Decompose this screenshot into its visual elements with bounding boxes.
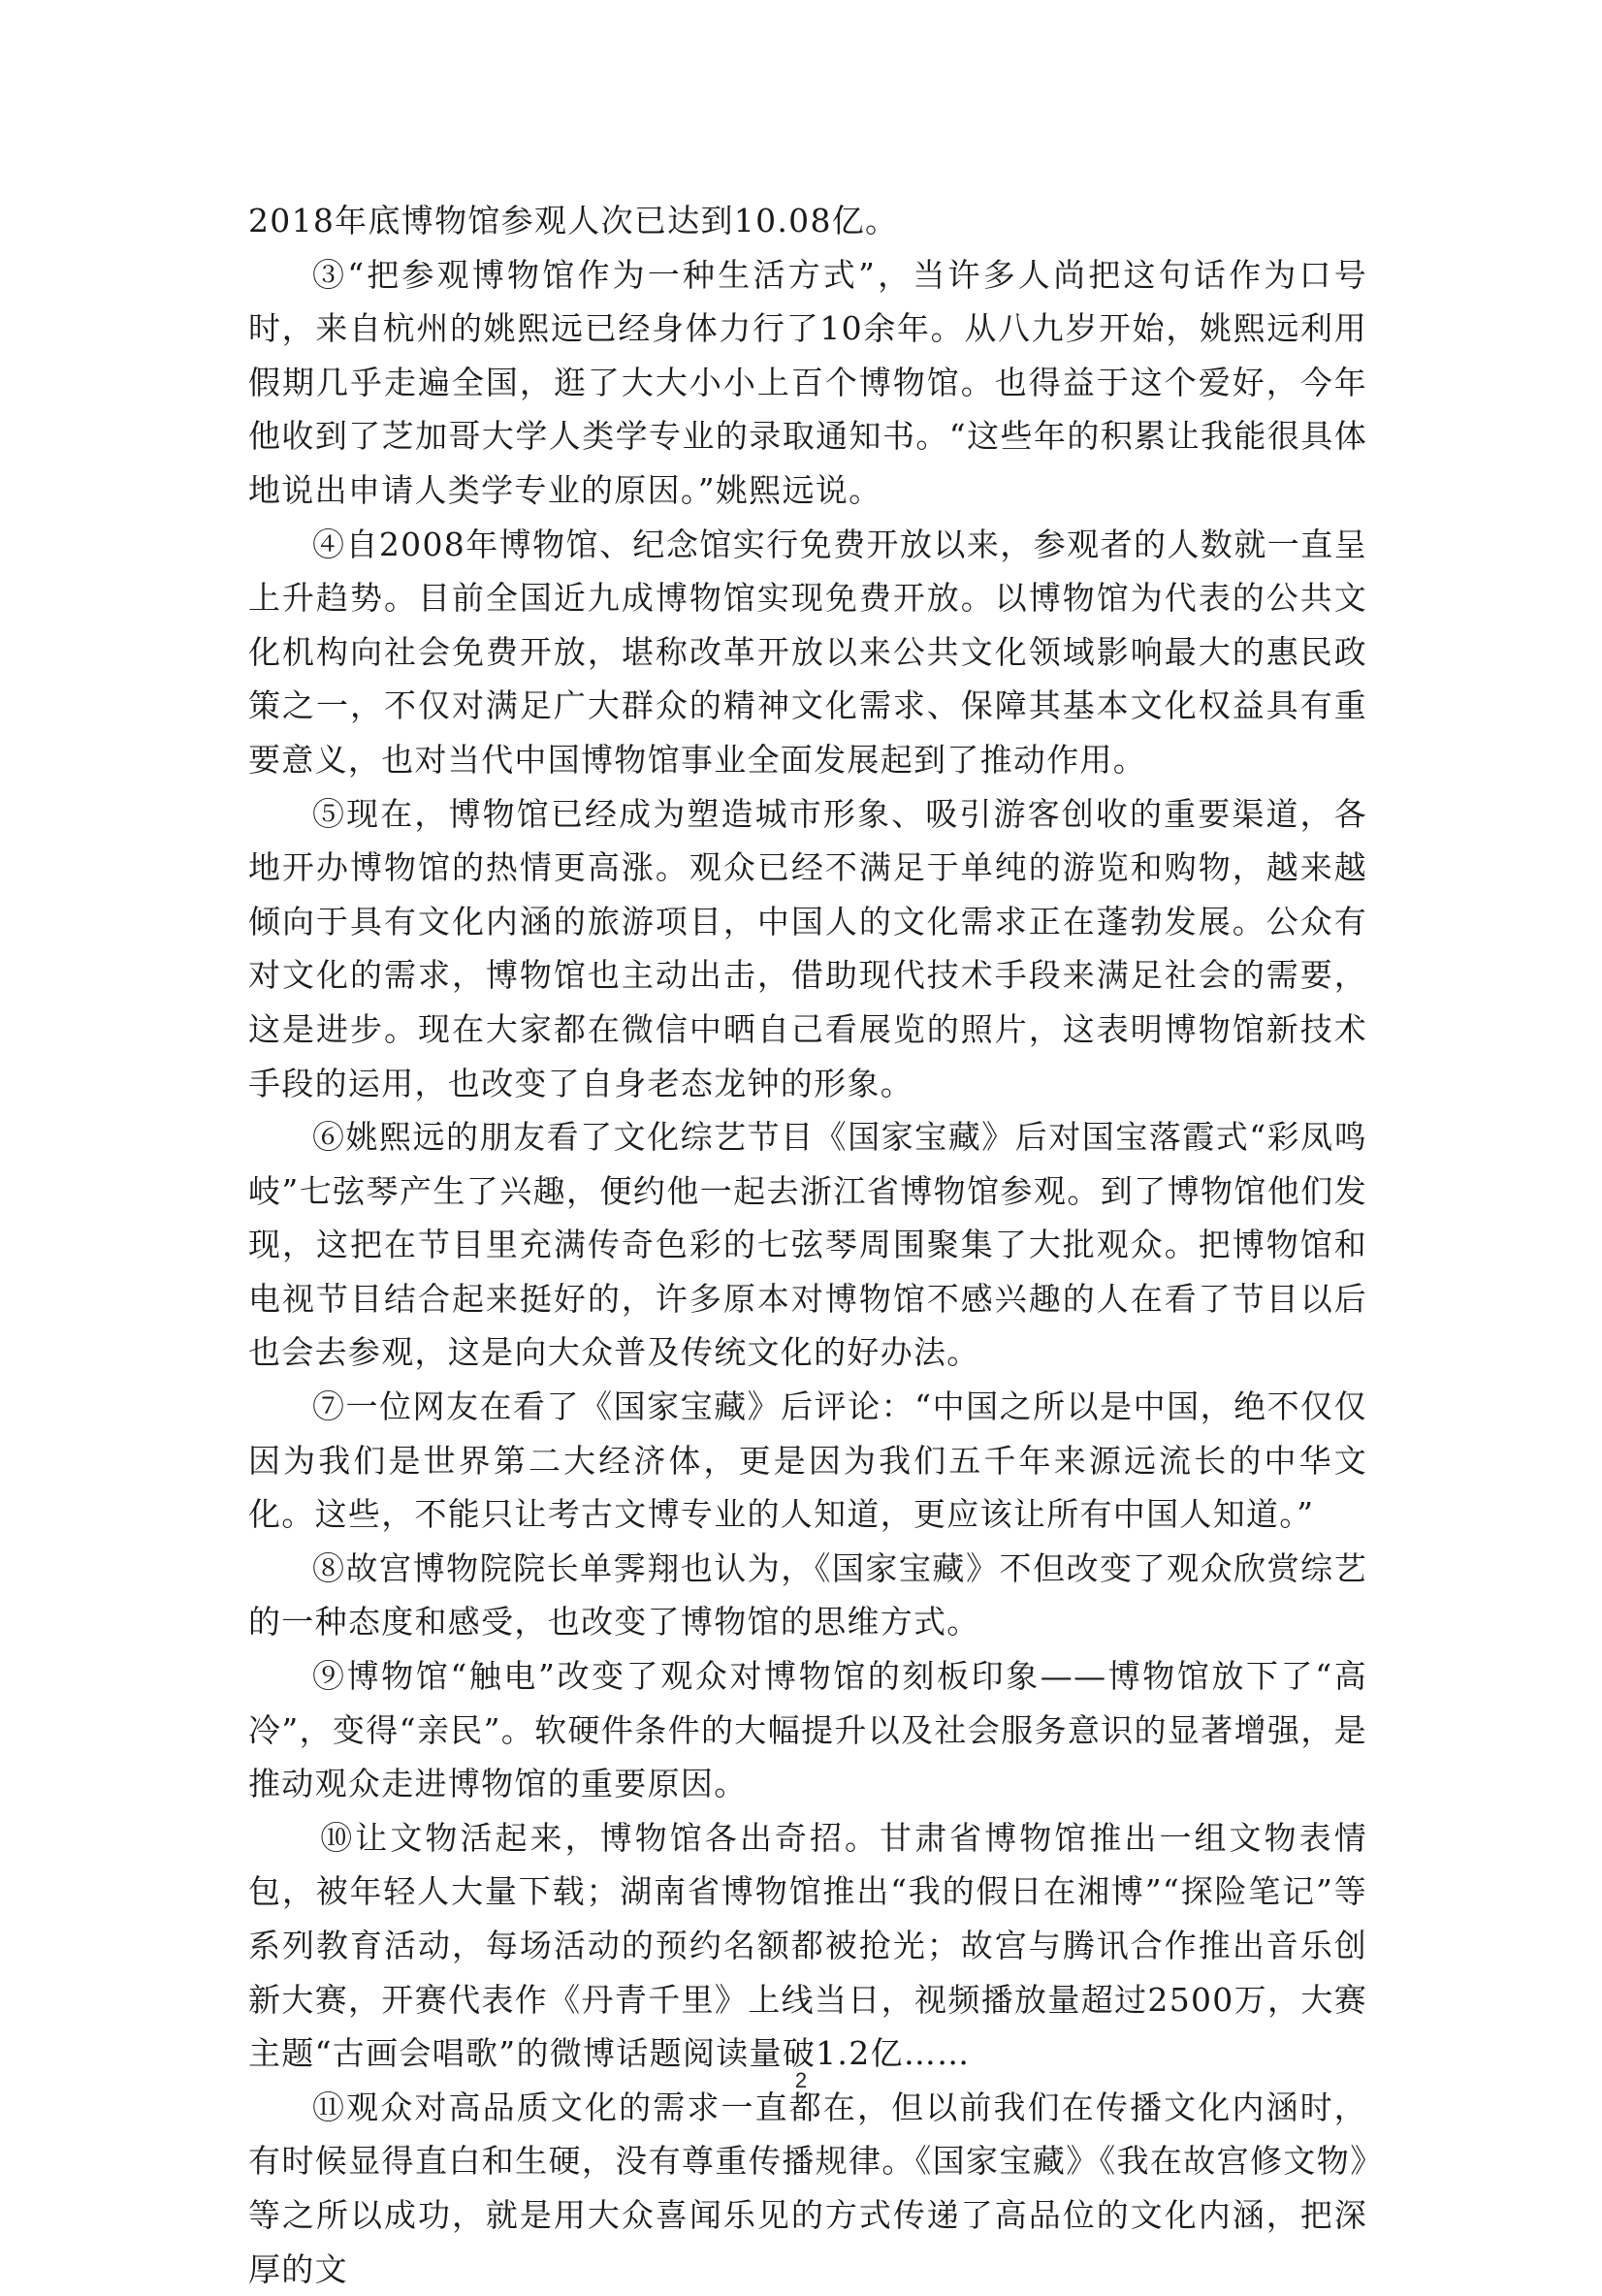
article-body: [248, 194, 1367, 2296]
paragraph-3: ③“把参观博物馆作为一种生活方式”，当许多人尚把这句话作为口号时，来自杭州的姚熙远已经身体力行了10余年。从八九岁开始，姚熙远利用假期几乎走遍全国，逛了大大小小上百个博物馆。也得益于这个爱好，今年他收到了芝加哥大学人类学专业的录取通知书。“这些年的积累让我能很具体地说出申请人类学专业的原因。”姚熙远说。: [248, 255, 1367, 509]
paragraph-10: ⑩让文物活起来，博物馆各出奇招。甘肃省博物馆推出一组文物表情包，被年轻人大量下载；湖南省博物馆推出“我的假日在湘博”“探险笔记”等系列教育活动，每场活动的预约名额都被抢光；故宫与腾讯合作推出音乐创新大赛，开赛代表作《丹青千里》上线当日，视频播放量超过2500万，大赛主题“古画会唱歌”的微博话题阅读量破1.2亿……: [248, 1818, 1367, 2073]
paragraph-11: ⑪观众对高品质文化的需求一直都在，但以前我们在传播文化内涵时，有时候显得直白和生硬，没有尊重传播规律。《国家宝藏》《我在故宫修文物》等之所以成功，就是用大众喜闻乐见的方式传递了高品位的文化内涵，把深厚的文: [248, 2088, 1367, 2288]
paragraph-5: ⑤现在，博物馆已经成为塑造城市形象、吸引游客创收的重要渠道，各地开办博物馆的热情更高涨。观众已经不满足于单纯的游览和购物，越来越倾向于具有文化内涵的旅游项目，中国人的文化需求正在蓬勃发展。公众有对文化的需求，博物馆也主动出击，借助现代技术手段来满足社会的需要，这是进步。现在大家都在微信中晒自己看展览的照片，这表明博物馆新技术手段的运用，也改变了自身老态龙钟的形象。: [248, 794, 1367, 1102]
paragraph-7: ⑦一位网友在看了《国家宝藏》后评论：“中国之所以是中国，绝不仅仅因为我们是世界第二大经济体，更是因为我们五千年来源远流长的中华文化。这些，不能只让考古文博专业的人知道，更应该让所有中国人知道。”: [248, 1387, 1367, 1534]
paragraph-9: ⑨博物馆“触电”改变了观众对博物馆的刻板印象——博物馆放下了“高冷”，变得“亲民”。软硬件条件的大幅提升以及社会服务意识的显著增强，是推动观众走进博物馆的重要原因。: [248, 1657, 1367, 1803]
paragraph-continuation: 2018年底博物馆参观人次已达到10.08亿。: [248, 202, 899, 239]
page-number: 2: [794, 2068, 808, 2092]
paragraph-8: ⑧故宫博物院院长单霁翔也认为，《国家宝藏》不但改变了观众欣赏综艺的一种态度和感受，也改变了博物馆的思维方式。: [248, 1548, 1367, 1642]
paragraph-6: ⑥姚熙远的朋友看了文化综艺节目《国家宝藏》后对国宝落霞式“彩凤鸣岐”七弦琴产生了兴趣，便约他一起去浙江省博物馆参观。到了博物馆他们发现，这把在节目里充满传奇色彩的七弦琴周围聚集了大批观众。把博物馆和电视节目结合起来挺好的，许多原本对博物馆不感兴趣的人在看了节目以后也会去参观，这是向大众普及传统文化的好办法。: [248, 1118, 1367, 1372]
paragraph-4: ④自2008年博物馆、纪念馆实行免费开放以来，参观者的人数就一直呈上升趋势。目前全国近九成博物馆实现免费开放。以博物馆为代表的公共文化机构向社会免费开放，堪称改革开放以来公共文化领域影响最大的惠民政策之一，不仅对满足广大群众的精神文化需求、保障其基本文化权益具有重要意义，也对当代中国博物馆事业全面发展起到了推动作用。: [248, 525, 1367, 779]
